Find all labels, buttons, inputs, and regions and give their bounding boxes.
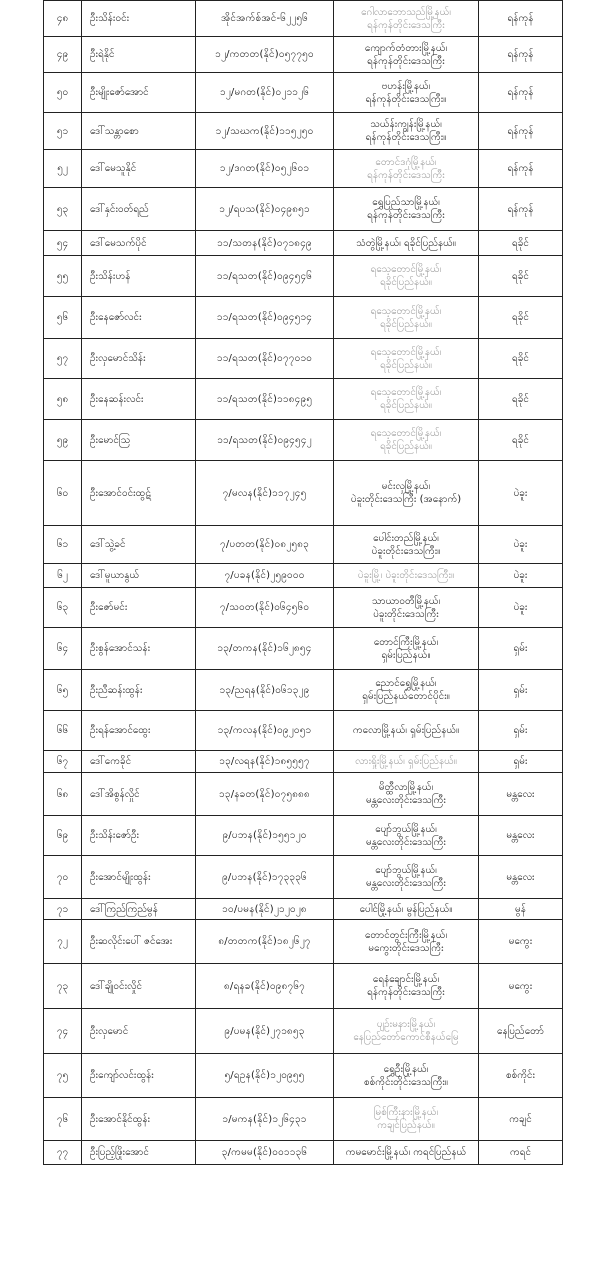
address-line-1: လားရှိုးမြို့နယ်၊ ရှမ်းပြည်နယ်။ — [355, 756, 457, 767]
address-line-1: ဂေါလာဘောသည်မြို့နယ်၊ — [361, 6, 451, 18]
id-number-cell: ၇/ပခန(နိုင်)၂၅၉၀၀၀ — [196, 564, 334, 588]
address-cell — [334, 379, 479, 420]
name-cell: ဦးမျိုးဇော်အောင် — [82, 73, 196, 113]
table-row — [44, 256, 563, 297]
name-cell: ဦးသိန်းဇော်ဦး — [82, 816, 196, 856]
region-cell: ရခိုင် — [479, 256, 563, 297]
region-cell: ပဲခူး — [479, 526, 563, 564]
table-row — [44, 231, 563, 256]
region-cell: ပဲခူး — [479, 461, 563, 526]
table-row — [44, 113, 563, 150]
address-cell — [334, 773, 479, 816]
address-line-1: ရသေ့တောင်မြို့နယ်၊ — [370, 264, 442, 275]
region-cell: ရှမ်း — [479, 628, 563, 670]
address-cell — [334, 920, 479, 964]
name-cell: ဦးနေဇော်လင်း — [82, 297, 196, 339]
table-row — [44, 420, 563, 461]
region-cell: ပဲခူး — [479, 588, 563, 628]
region-cell: ရှမ်း — [479, 751, 563, 773]
address-line-1: ပဲခူးမြို့၊ ပဲခူးတိုင်းဒေသကြီး။ — [357, 570, 455, 581]
region-cell: ရန်ကုန် — [479, 37, 563, 73]
table-row — [44, 628, 563, 670]
address-line-1: ပေါင်းတည်မြို့နယ်၊ — [373, 532, 439, 544]
address-line-1: ရသေ့တောင်မြို့နယ်၊ — [370, 428, 442, 439]
table-row — [44, 526, 563, 564]
id-number-cell: ၁၂/မဂတ(နိုင်)၀၂၁၁၂၆ — [196, 73, 334, 113]
address-cell — [334, 231, 479, 256]
table-row — [44, 37, 563, 73]
row-number-cell: ၇၂ — [44, 920, 82, 964]
address-line-2: ပဲခူးတိုင်းဒေသကြီး။ — [371, 545, 441, 557]
address-cell — [334, 37, 479, 73]
address-cell — [334, 670, 479, 711]
address-cell — [334, 526, 479, 564]
address-line-1: ညောင်ရွှေမြို့နယ်၊ — [375, 678, 437, 689]
region-cell: ရခိုင် — [479, 379, 563, 420]
name-cell: ဒေါ်အိစွန်လှိုင် — [82, 773, 196, 816]
region-cell: မန္တလေး — [479, 773, 563, 816]
address-cell — [334, 1098, 479, 1141]
id-number-cell: ၇/သဝတ(နိုင်)၀၆၄၅၆၀ — [196, 588, 334, 628]
address-line-1: မိတ္ထီလာမြို့နယ်၊ — [378, 782, 434, 793]
address-line-2: ရှမ်းပြည်နယ်တောင်ပိုင်း။ — [362, 691, 450, 702]
region-cell: မွန် — [479, 899, 563, 920]
address-cell — [334, 751, 479, 773]
id-number-cell: ၉/ပဘန(နိုင်)၁၇၃၃၃၆ — [196, 856, 334, 899]
name-cell: ဦးရဲနိုင် — [82, 37, 196, 73]
region-cell: ရှမ်း — [479, 711, 563, 751]
name-cell: ဦးညီဆန်းထွန်း — [82, 670, 196, 711]
table-row — [44, 1054, 563, 1098]
table-row — [44, 461, 563, 526]
row-number-cell: ၅၇ — [44, 339, 82, 379]
address-line-2: ရန်ကုန်တိုင်းဒေသကြီး။ — [365, 132, 447, 143]
name-cell: ဦးနေဆန်းလင်း — [82, 379, 196, 420]
name-cell: ဒေါ်နှင်းဝတ်ရည် — [82, 188, 196, 231]
address-cell — [334, 1054, 479, 1098]
address-line-2: ရန်ကုန်တိုင်းဒေသကြီး — [367, 210, 445, 221]
address-line-2: မန္တလေးတိုင်းဒေသကြီး — [366, 878, 446, 889]
row-number-cell: ၇၆ — [44, 1098, 82, 1141]
region-cell: ရခိုင် — [479, 339, 563, 379]
table-row — [44, 564, 563, 588]
table-row — [44, 964, 563, 1009]
address-line-2: မန္တလေးတိုင်းဒေသကြီး — [366, 795, 446, 806]
row-number-cell: ၇၇ — [44, 1141, 82, 1165]
table-row — [44, 711, 563, 751]
address-line-2: ပဲခူးတိုင်းဒေသကြီး — [373, 608, 439, 620]
address-cell — [334, 256, 479, 297]
id-number-cell: ၁၂/ရပသ(နိုင်)၀၄၉၈၅၁ — [196, 188, 334, 231]
id-number-cell: ၁၁/ရသတ(နိုင်)၀၉၄၅၁၄ — [196, 297, 334, 339]
name-cell: ဒေါ်မေသူနိုင် — [82, 150, 196, 188]
id-number-cell: ၁၃/လရန(နိုင်)၁၈၅၅၅၇ — [196, 751, 334, 773]
region-cell: ရန်ကုန် — [479, 73, 563, 113]
name-cell: ဒေါ်မူယာနွယ် — [82, 564, 196, 588]
address-cell — [334, 564, 479, 588]
address-cell — [334, 461, 479, 526]
row-number-cell: ၅၅ — [44, 256, 82, 297]
address-line-2: နေပြည်တော်ကောင်စီနယ်မြေ — [353, 1032, 459, 1043]
address-line-1: ကျောက်တံတားမြို့နယ်၊ — [364, 42, 448, 54]
address-line-2: ရခိုင်ပြည်နယ်။ — [380, 277, 432, 288]
name-cell: ဦးပြည့်ဖြိုးအောင် — [82, 1141, 196, 1165]
row-number-cell: ၆၀ — [44, 461, 82, 526]
row-number-cell: ၆၉ — [44, 816, 82, 856]
region-cell: ရန်ကုန် — [479, 1, 563, 37]
address-line-1: ပျော်ဘွယ်မြို့နယ်၊ — [375, 823, 437, 835]
id-number-cell: ၁၁/ရသတ(နိုင်)၀၉၄၅၄၆ — [196, 256, 334, 297]
address-line-1: တောင်တွင်းကြီးမြို့နယ်၊ — [364, 929, 448, 941]
row-number-cell: ၅၀ — [44, 73, 82, 113]
address-line-1: ရွှေဦးမြို့နယ်၊ — [383, 1063, 429, 1075]
address-cell — [334, 711, 479, 751]
address-line-1: ရေနံချောင်းမြို့နယ်၊ — [372, 974, 440, 985]
region-cell: မန္တလေး — [479, 816, 563, 856]
address-line-1: သံတွဲမြို့နယ်၊ ရခိုင်ပြည်နယ်။ — [356, 237, 456, 249]
row-number-cell: ၆၂ — [44, 564, 82, 588]
address-line-1: ရသေ့တောင်မြို့နယ်၊ — [370, 346, 442, 358]
id-number-cell: ၇/ပတတ(နိုင်)၀၈၂၅၈၃ — [196, 526, 334, 564]
id-number-cell: ၇/မလန(နိုင်)၁၁၇၂၄၅ — [196, 461, 334, 526]
region-cell: ရှမ်း — [479, 670, 563, 711]
address-line-2: ရခိုင်ပြည်နယ်။ — [380, 359, 432, 371]
region-cell: ရန်ကုန် — [479, 113, 563, 150]
address-cell — [334, 816, 479, 856]
table-row — [44, 1009, 563, 1054]
personnel-table — [43, 0, 563, 1165]
row-number-cell: ၄၈ — [44, 1, 82, 37]
region-cell: ရခိုင် — [479, 420, 563, 461]
address-cell — [334, 1141, 479, 1165]
address-cell — [334, 1, 479, 37]
table-row — [44, 188, 563, 231]
address-line-1: သာယာဝတီမြို့နယ်၊ — [371, 595, 441, 607]
row-number-cell: ၇၅ — [44, 1054, 82, 1098]
address-line-1: တောင်ကြီးမြို့နယ်၊ — [373, 636, 439, 648]
address-cell — [334, 964, 479, 1009]
region-cell: ကရင် — [479, 1141, 563, 1165]
table-body — [44, 1, 563, 1165]
row-number-cell: ၆၈ — [44, 773, 82, 816]
address-line-1: ရသေ့တောင်မြို့နယ်၊ — [370, 305, 442, 317]
address-cell — [334, 150, 479, 188]
row-number-cell: ၅၃ — [44, 188, 82, 231]
address-line-1: ဗဟန်းမြို့နယ်၊ — [381, 80, 431, 92]
id-number-cell: အိုင်အက်စ်အင်-၆၂၂၅၆ — [196, 1, 334, 37]
address-line-1: ပျဉ်းမနားမြို့နယ်၊ — [376, 1019, 436, 1030]
address-line-1: ပေါင်မြို့နယ်၊ မွန်ပြည်နယ်။ — [359, 903, 453, 915]
id-number-cell: ၁၂/ဒဂတ(နိုင်)၀၅၂၆၀၁ — [196, 150, 334, 188]
id-number-cell: ၁၁/ရသတ(နိုင်)၀၉၄၅၄၂ — [196, 420, 334, 461]
id-number-cell: ၈/ရနခ(နိုင်)၀၉၈၇၆၇ — [196, 964, 334, 1009]
row-number-cell: ၅၉ — [44, 420, 82, 461]
id-number-cell: ၁၂/သဃက(နိုင်)၁၁၅၂၅၀ — [196, 113, 334, 150]
id-number-cell: ၉/ပဘန(နိုင်)၁၅၅၁၂၀ — [196, 816, 334, 856]
name-cell: ဦးသိန်းဟန် — [82, 256, 196, 297]
table-row — [44, 379, 563, 420]
region-cell: ရန်ကုန် — [479, 150, 563, 188]
name-cell: ဒေါ်သန္တာစော — [82, 113, 196, 150]
address-line-1: ရွှေပြည်သာမြို့နယ်၊ — [372, 197, 440, 208]
id-number-cell: ၈/တတက(နိုင်)၁၈၂၆၂၇ — [196, 920, 334, 964]
id-number-cell: ၁၃/ညရန(နိုင်)၀၆၁၃၂၉ — [196, 670, 334, 711]
table-row — [44, 920, 563, 964]
address-line-2: ပဲခူးတိုင်းဒေသကြီး (အနောက်) — [350, 494, 462, 505]
id-number-cell: ၁၁/ရသတ(နိုင်)၀၇၇၀၁၀ — [196, 339, 334, 379]
name-cell: ဦးလှမောင်သိန်း — [82, 339, 196, 379]
id-number-cell: ၁/မကန(နိုင်)၁၂၆၄၃၁ — [196, 1098, 334, 1141]
table-row — [44, 297, 563, 339]
region-cell: ရခိုင် — [479, 297, 563, 339]
address-cell — [334, 73, 479, 113]
address-cell — [334, 856, 479, 899]
address-line-1: ပျော်ဘွယ်မြို့နယ်၊ — [375, 865, 437, 876]
row-number-cell: ၇၁ — [44, 899, 82, 920]
name-cell: ဦးအောင်ဝင်းထွဋ် — [82, 461, 196, 526]
id-number-cell: ၁၃/ကလန(နိုင်)၀၉၂၀၅၁ — [196, 711, 334, 751]
address-cell — [334, 339, 479, 379]
address-line-2: ရှမ်းပြည်နယ်။ — [381, 649, 431, 661]
table-row — [44, 751, 563, 773]
id-number-cell: ၃/ကမမ(နိုင်)၀၀၁၁၃၆ — [196, 1141, 334, 1165]
row-number-cell: ၆၃ — [44, 588, 82, 628]
row-number-cell: ၆၆ — [44, 711, 82, 751]
row-number-cell: ၇၀ — [44, 856, 82, 899]
address-cell — [334, 420, 479, 461]
address-cell — [334, 628, 479, 670]
address-line-2: ရန်ကုန်တိုင်းဒေသကြီး — [367, 169, 445, 181]
name-cell: ဦးရန်အောင်ထွေး — [82, 711, 196, 751]
name-cell: ဒေါ်သွဲ့ခင် — [82, 526, 196, 564]
table-row — [44, 856, 563, 899]
row-number-cell: ၅၈ — [44, 379, 82, 420]
row-number-cell: ၅၄ — [44, 231, 82, 256]
address-line-1: ကလောမြို့နယ်၊ ရှမ်းပြည်နယ်။ — [352, 725, 460, 736]
row-number-cell: ၆၄ — [44, 628, 82, 670]
row-number-cell: ၅၁ — [44, 113, 82, 150]
name-cell: ဦးကျော်လင်းထွန်း — [82, 1054, 196, 1098]
address-cell — [334, 1009, 479, 1054]
id-number-cell: ၁၁/ရသတ(နိုင်)၁၁၈၄၉၅ — [196, 379, 334, 420]
row-number-cell: ၆၁ — [44, 526, 82, 564]
region-cell: မကွေး — [479, 964, 563, 1009]
address-line-2: စစ်ကိုင်းတိုင်းဒေသကြီး။ — [364, 1076, 448, 1088]
name-cell: ဦးအောင်မျိုးထွန်း — [82, 856, 196, 899]
address-line-1: ကမမောင်းမြို့နယ်၊ ကရင်ပြည်နယ် — [345, 1147, 467, 1158]
name-cell: ဒေါ်ကေခိုင် — [82, 751, 196, 773]
address-line-2: ကချင်ပြည်နယ်။ — [377, 1120, 435, 1131]
name-cell: ဦးမောင်ဩ — [82, 420, 196, 461]
table-row — [44, 899, 563, 920]
address-line-1: ရသေ့တောင်မြို့နယ်၊ — [370, 387, 442, 398]
table-row — [44, 73, 563, 113]
id-number-cell: ၁၃/တကန(နိုင်)၁၆၂၈၅၄ — [196, 628, 334, 670]
address-line-1: မင်းလှမြို့နယ်၊ — [381, 481, 431, 492]
row-number-cell: ၆၅ — [44, 670, 82, 711]
table-row — [44, 1098, 563, 1141]
table-row — [44, 816, 563, 856]
address-cell — [334, 113, 479, 150]
name-cell: ဦးဇော်မင်း — [82, 588, 196, 628]
row-number-cell: ၇၃ — [44, 964, 82, 1009]
row-number-cell: ၇၄ — [44, 1009, 82, 1054]
address-cell — [334, 297, 479, 339]
region-cell: ကချင် — [479, 1098, 563, 1141]
name-cell: ဒေါ်မေသက်ပိုင် — [82, 231, 196, 256]
table-row — [44, 1, 563, 37]
address-line-1: သယ်န်းကျွန်းမြို့နယ်၊ — [370, 119, 442, 130]
name-cell: ဒေါ်ချိုဝင်းလှိုင် — [82, 964, 196, 1009]
address-line-2: မန္တလေးတိုင်းဒေသကြီး — [366, 836, 446, 848]
name-cell: ဒေါ်ကြည်ကြည်မွန် — [82, 899, 196, 920]
table-row — [44, 1141, 563, 1165]
address-line-2: ရန်ကုန်တိုင်းဒေသကြီး — [367, 987, 445, 998]
address-line-1: မြစ်ကြီးနားမြို့နယ်၊ — [373, 1107, 439, 1118]
address-line-1: တောင်ဒဂုံမြို့နယ်၊ — [375, 156, 437, 168]
id-number-cell: ၁၁/သတန(နိုင်)၀၇၁၈၄၉ — [196, 231, 334, 256]
address-line-2: ရန်ကုန်တိုင်းဒေသကြီး။ — [365, 93, 447, 105]
name-cell: ဦးစွန်အောင်သန်း — [82, 628, 196, 670]
row-number-cell: ၅၂ — [44, 150, 82, 188]
row-number-cell: ၆၇ — [44, 751, 82, 773]
table-row — [44, 588, 563, 628]
region-cell: မန္တလေး — [479, 856, 563, 899]
id-number-cell: ၁၀/ပမန(နိုင်)၂၁၂၀၂၈ — [196, 899, 334, 920]
id-number-cell: ၅/ရဥန(နိုင်)၁၂၀၉၅၅ — [196, 1054, 334, 1098]
address-line-2: ရခိုင်ပြည်နယ်။ — [380, 441, 432, 452]
name-cell: ဦးသိန်းဝင်း — [82, 1, 196, 37]
address-cell — [334, 188, 479, 231]
table-row — [44, 339, 563, 379]
region-cell: ပဲခူး — [479, 564, 563, 588]
row-number-cell: ၄၉ — [44, 37, 82, 73]
address-cell — [334, 588, 479, 628]
address-cell — [334, 899, 479, 920]
id-number-cell: ၉/ပမန(နိုင်)၂၇၁၈၅၃ — [196, 1009, 334, 1054]
region-cell: စစ်ကိုင်း — [479, 1054, 563, 1098]
id-number-cell: ၁၂/ကတတ(နိုင်)၀၅၇၇၅၀ — [196, 37, 334, 73]
table-row — [44, 670, 563, 711]
name-cell: ဦးလှမောင် — [82, 1009, 196, 1054]
address-line-2: ရခိုင်ပြည်နယ်။ — [380, 400, 432, 411]
address-line-2: မကွေးတိုင်းဒေသကြီး — [368, 942, 444, 954]
region-cell: ရခိုင် — [479, 231, 563, 256]
address-line-2: ရခိုင်ပြည်နယ်။ — [380, 318, 432, 330]
name-cell: ဦးဆလိုင်းပေါ် ဇင်အေး — [82, 920, 196, 964]
region-cell: ရန်ကုန် — [479, 188, 563, 231]
address-line-2: ရန်ကုန်တိုင်းဒေသကြီး — [367, 55, 445, 67]
address-line-2: ရန်ကုန်တိုင်းဒေသကြီး — [367, 19, 445, 31]
name-cell: ဦးအောင်နိုင်ထွန်း — [82, 1098, 196, 1141]
row-number-cell: ၅၆ — [44, 297, 82, 339]
region-cell: မကွေး — [479, 920, 563, 964]
table-row — [44, 773, 563, 816]
id-number-cell: ၁၃/နခတ(နိုင်)၀၇၅၈၈၈ — [196, 773, 334, 816]
region-cell: နေပြည်တော် — [479, 1009, 563, 1054]
table-row — [44, 150, 563, 188]
